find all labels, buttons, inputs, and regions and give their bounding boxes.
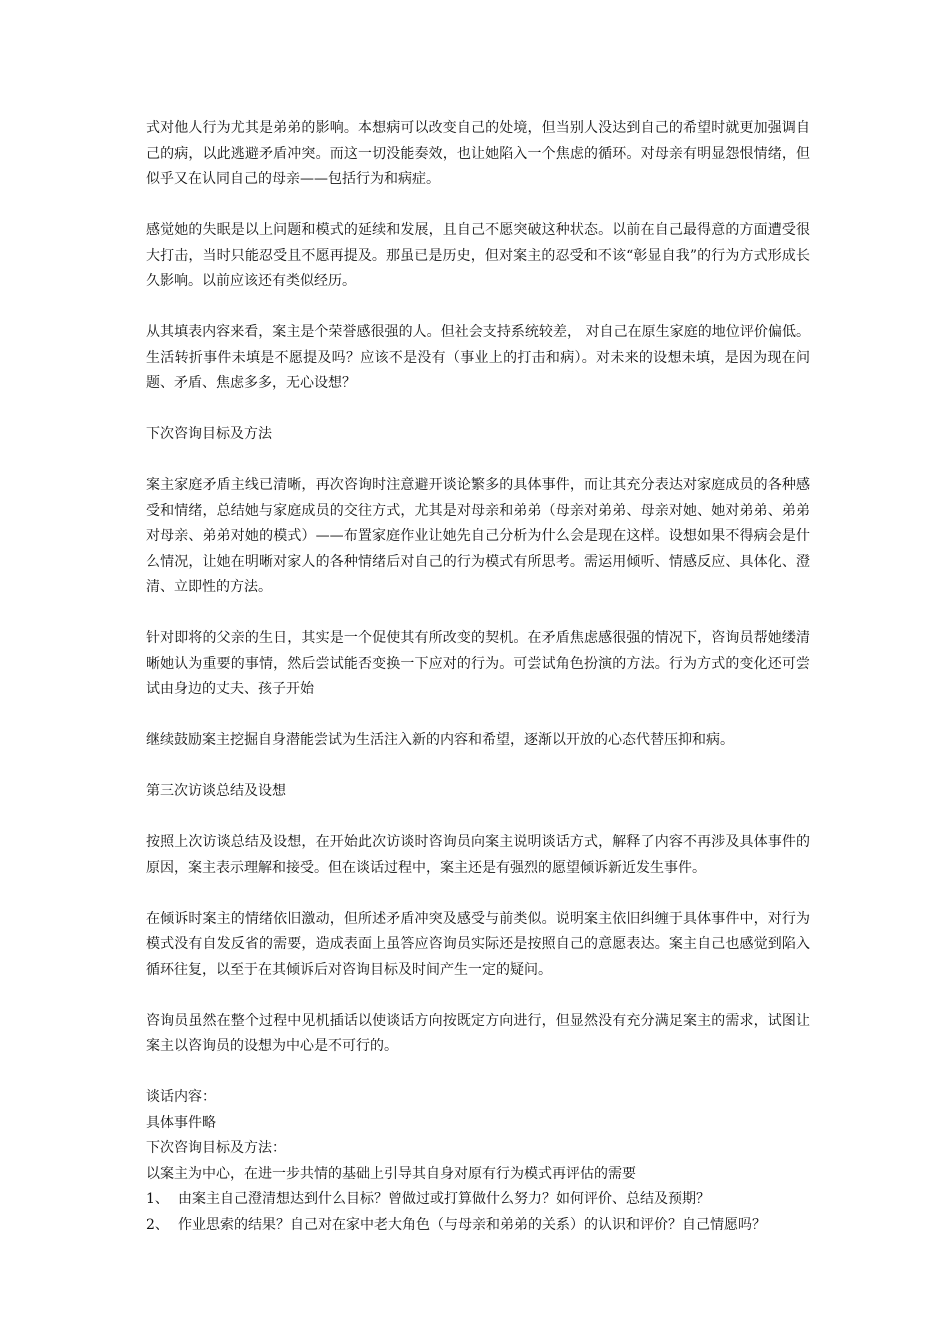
text-line: 谈话内容： (146, 1089, 216, 1105)
paragraph: 案主家庭矛盾主线已清晰，再次咨询时注意避开谈论繁多的具体事件，而让其充分表达对家庭成员的各种感受和情绪，总结她与家庭成员的交往方式，尤其是对母亲和弟弟（母亲对弟弟、母亲对她、她对弟弟、弟弟对母亲、弟弟对她的模式）——布置家庭作业让她先自己分析为什么会是现在这样。设想如果不得病会是什么情况，让她在明晰对家人的各种情绪后对自己的行为模式有所思考。需运用倾听、情感反应、具体化、澄清、立即性的方法。 (146, 477, 810, 595)
list-item-number: 1、 (146, 1191, 169, 1207)
list-item-text: 作业思索的结果？自己对在家中老大角色（与母亲和弟弟的关系）的认识和评价？自己情愿吗？ (178, 1216, 766, 1233)
paragraph: 按照上次访谈总结及设想，在开始此次访谈时咨询员向案主说明谈话方式，解释了内容不再涉及具体事件的原因，案主表示理解和接受。但在谈话过程中，案主还是有强烈的愿望倾诉新近发生事件。 (146, 834, 810, 876)
paragraph: 式对他人行为尤其是弟弟的影响。本想病可以改变自己的处境，但当别人没达到自己的希望时就更加强调自己的病，以此逃避矛盾冲突。而这一切没能奏效，也让她陷入一个焦虑的循环。对母亲有明显怨恨情绪，但似乎又在认同自己的母亲——包括行为和病症。 (146, 120, 810, 187)
text-line: 具体事件略 (146, 1114, 216, 1131)
section-heading: 第三次访谈总结及设想 (146, 783, 286, 799)
paragraph: 继续鼓励案主挖掘自身潜能尝试为生活注入新的内容和希望，逐渐以开放的心态代替压抑和病。 (146, 732, 734, 748)
list-item (146, 1187, 810, 1213)
paragraph: 感觉她的失眠是以上问题和模式的延续和发展，且自己不愿突破这种状态。以前在自己最得意的方面遭受很大打击，当时只能忍受且不愿再提及。那虽已是历史，但对案主的忍受和不该“彰显自我”的行为方式形成长久影响。以前应该还有类似经历。 (146, 222, 810, 289)
paragraph: 在倾诉时案主的情绪依旧激动，但所述矛盾冲突及感受与前类似。说明案主依旧纠缠于具体事件中，对行为模式没有自发反省的需要，造成表面上虽答应咨询员实际还是按照自己的意愿表达。案主自己也感觉到陷入循环往复，以至于在其倾诉后对咨询目标及时间产生一定的疑问。 (146, 910, 810, 978)
text-line: 下次咨询目标及方法： (146, 1140, 286, 1156)
document-body (146, 116, 810, 1238)
paragraph: 从其填表内容来看，案主是个荣誉感很强的人。但社会支持系统较差， 对自己在原生家庭的地位评价偏低。生活转折事件未填是不愿提及吗？应该不是没有（事业上的打击和病）。对未来的设想未填，是因为现在问题、矛盾、焦虑多多，无心设想？ (146, 324, 810, 391)
paragraph: 针对即将的父亲的生日，其实是一个促使其有所改变的契机。在矛盾焦虑感很强的情况下，咨询员帮她缕清晰她认为重要的事情，然后尝试能否变换一下应对的行为。可尝试角色扮演的方法。行为方式的变化还可尝试由身边的丈夫、孩子开始 (146, 630, 810, 697)
list-item-number: 2、 (146, 1216, 169, 1233)
text-line: 以案主为中心，在进一步共情的基础上引导其自身对原有行为模式再评估的需要 (146, 1165, 636, 1182)
list-item-text: 由案主自己澄清想达到什么目标？曾做过或打算做什么努力？如何评价、总结及预期？ (178, 1191, 710, 1207)
list-item (146, 1213, 810, 1239)
section-heading: 下次咨询目标及方法 (146, 426, 272, 442)
paragraph: 咨询员虽然在整个过程中见机插话以使谈话方向按既定方向进行，但显然没有充分满足案主的需求，试图让案主以咨询员的设想为中心是不可行的。 (146, 1012, 810, 1054)
